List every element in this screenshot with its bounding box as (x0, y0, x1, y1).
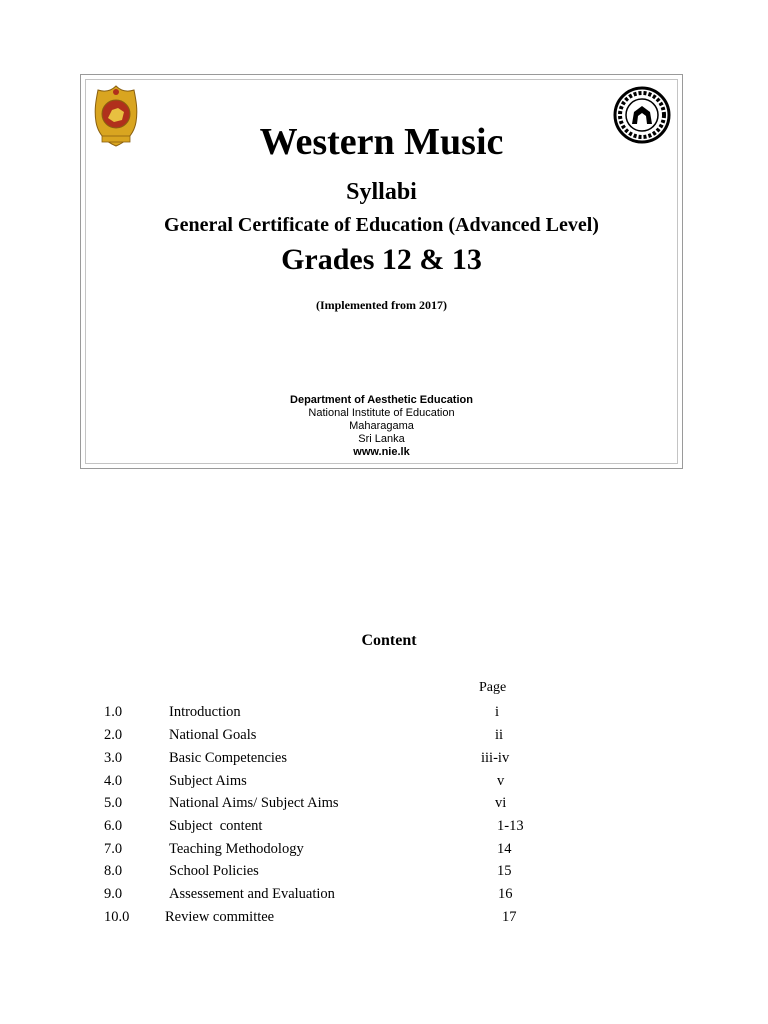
toc-page-number: ii (495, 727, 504, 743)
toc-section-title: School Policies (169, 863, 259, 879)
toc-section-number: 6.0 (104, 818, 123, 834)
toc-page-number: 17 (502, 909, 517, 925)
toc-section-title: Subject content (169, 818, 263, 834)
toc-section-title: Subject Aims (169, 773, 247, 789)
toc-section-title: Introduction (169, 704, 241, 720)
toc-section-title: National Aims/ Subject Aims (169, 795, 339, 811)
toc-section-number: 2.0 (104, 727, 123, 743)
toc-section-number: 8.0 (104, 863, 123, 879)
website-link[interactable]: www.nie.lk (353, 446, 410, 458)
toc-section-number: 1.0 (104, 704, 123, 720)
toc-section-title: Basic Competencies (169, 750, 287, 766)
page-column-header: Page (479, 680, 507, 695)
toc-section-number: 9.0 (104, 886, 123, 902)
toc-page-number: v (497, 773, 505, 789)
institute-town: Maharagama (349, 420, 414, 432)
toc-page-number: 14 (497, 841, 512, 857)
toc-page-number: iii-iv (481, 750, 510, 766)
toc-page-number: 1-13 (497, 818, 524, 834)
implementation-note: (Implemented from 2017) (315, 298, 448, 312)
toc-section-number: 5.0 (104, 795, 123, 811)
department-name: Department of Aesthetic Education (290, 394, 473, 406)
toc-page-number: i (495, 704, 500, 720)
toc-section-title: Teaching Methodology (169, 841, 304, 857)
toc-page-number: 15 (497, 863, 512, 879)
toc-section-title: Review committee (165, 909, 275, 925)
institute-name: National Institute of Education (308, 407, 455, 419)
document-subtitle: Syllabi (346, 179, 417, 205)
institute-country: Sri Lanka (358, 433, 405, 445)
toc-page-number: 16 (498, 886, 513, 902)
toc-section-title: Assessement and Evaluation (169, 886, 335, 902)
toc-section-title: National Goals (169, 727, 257, 743)
certificate-level: General Certificate of Education (Advanced Level) (164, 214, 599, 236)
toc-page-number: vi (495, 795, 507, 811)
toc-section-number: 10.0 (104, 909, 130, 925)
contents-heading: Content (361, 632, 417, 649)
toc-section-number: 3.0 (104, 750, 123, 766)
grades-label: Grades 12 & 13 (281, 243, 482, 276)
toc-section-number: 4.0 (104, 773, 123, 789)
toc-section-number: 7.0 (104, 841, 123, 857)
document-title: Western Music (259, 121, 504, 163)
